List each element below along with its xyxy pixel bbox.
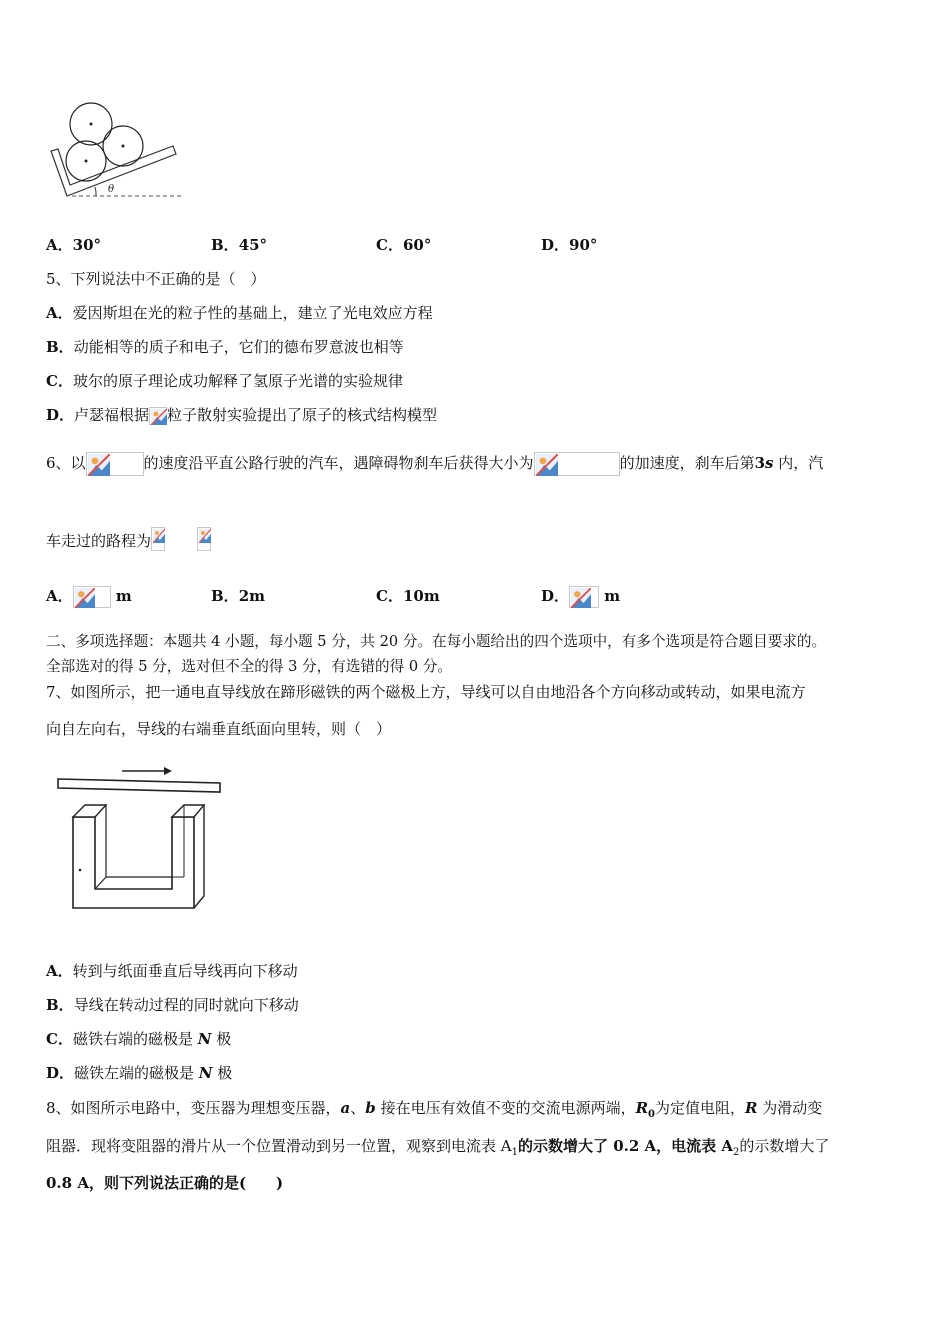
q7-option-a[interactable]: A．转到与纸面垂直后导线再向下移动 — [46, 962, 298, 980]
q4-option-d[interactable]: D．90° — [541, 236, 598, 254]
q5-option-c[interactable]: C．玻尔的原子理论成功解释了氢原子光谱的实验规律 — [46, 372, 403, 390]
q8-stem-line3: 0.8 A，则下列说法正确的是( ) — [46, 1174, 284, 1192]
q8-stem-line2: 阻器．现将变阻器的滑片从一个位置滑动到另一位置，观察到电流表 $A_1$的示数增大了 0.2 A，电流表 $A_2$的示数增大了 — [46, 1137, 830, 1158]
path-formula-image-2 — [197, 527, 211, 551]
q6-option-c[interactable]: C．10m — [376, 587, 440, 605]
q5-stem: 5、下列说法中不正确的是（ ） — [46, 270, 266, 288]
q7-wire-magnet-figure — [52, 762, 227, 914]
q7-option-d[interactable]: D．磁铁左端的磁极是 N 极 — [46, 1064, 233, 1082]
q6-stem-line1: 6、以 的速度沿平直公路行驶的汽车，遇障碍物刹车后获得大小为 的加速度，刹车后第3s 内，汽 — [46, 452, 823, 476]
q6-option-a[interactable]: A． m — [46, 586, 132, 608]
q6-option-d[interactable]: D． m — [541, 586, 620, 608]
q5-option-d[interactable]: D．卢瑟福根据 粒子散射实验提出了原子的核式结构模型 — [46, 406, 438, 424]
q5-option-a[interactable]: A．爱因斯坦在光的粒子性的基础上，建立了光电效应方程 — [46, 304, 433, 322]
section2-heading-line1: 二、多项选择题：本题共 4 小题，每小题 5 分，共 20 分。在每小题给出的四个选项中，有多个选项是符合题目要求的。 — [46, 633, 827, 650]
broken-image-icon — [149, 407, 167, 425]
q7-stem-line1: 7、如图所示，把一通电直导线放在蹄形磁铁的两个磁极上方，导线可以自由地沿各个方向移动或转动，如果电流方 — [46, 683, 806, 701]
q4-option-b[interactable]: B．45° — [211, 236, 268, 254]
velocity-formula-image — [86, 452, 144, 476]
acceleration-formula-image — [534, 452, 620, 476]
q4-option-a[interactable]: A．30° — [46, 236, 102, 254]
q6-option-b[interactable]: B．2m — [211, 587, 265, 605]
q6-stem-line2: 车走过的路程为 — [46, 527, 211, 551]
q7-option-c[interactable]: C．磁铁右端的磁极是 N 极 — [46, 1030, 232, 1048]
q4-balls-incline-figure — [46, 96, 186, 201]
q4-option-c[interactable]: C．60° — [376, 236, 432, 254]
q5-option-b[interactable]: B．动能相等的质子和电子，它们的德布罗意波也相等 — [46, 338, 404, 356]
q8-stem-line1: 8、如图所示电路中，变压器为理想变压器，a、b 接在电压有效值不变的交流电源两端，$R_0$为定值电阻，R 为滑动变 — [46, 1099, 823, 1120]
theta-label: θ — [108, 184, 115, 195]
q7-option-b[interactable]: B．导线在转动过程的同时就向下移动 — [46, 996, 299, 1014]
section2-heading-line2: 全部选对的得 5 分，选对但不全的得 3 分，有选错的得 0 分。 — [46, 658, 452, 675]
option-a-formula-image — [73, 586, 111, 608]
q7-stem-line2: 向自左向右，导线的右端垂直纸面向里转，则（ ） — [46, 720, 392, 738]
option-d-formula-image — [569, 586, 599, 608]
path-formula-image — [151, 527, 165, 551]
